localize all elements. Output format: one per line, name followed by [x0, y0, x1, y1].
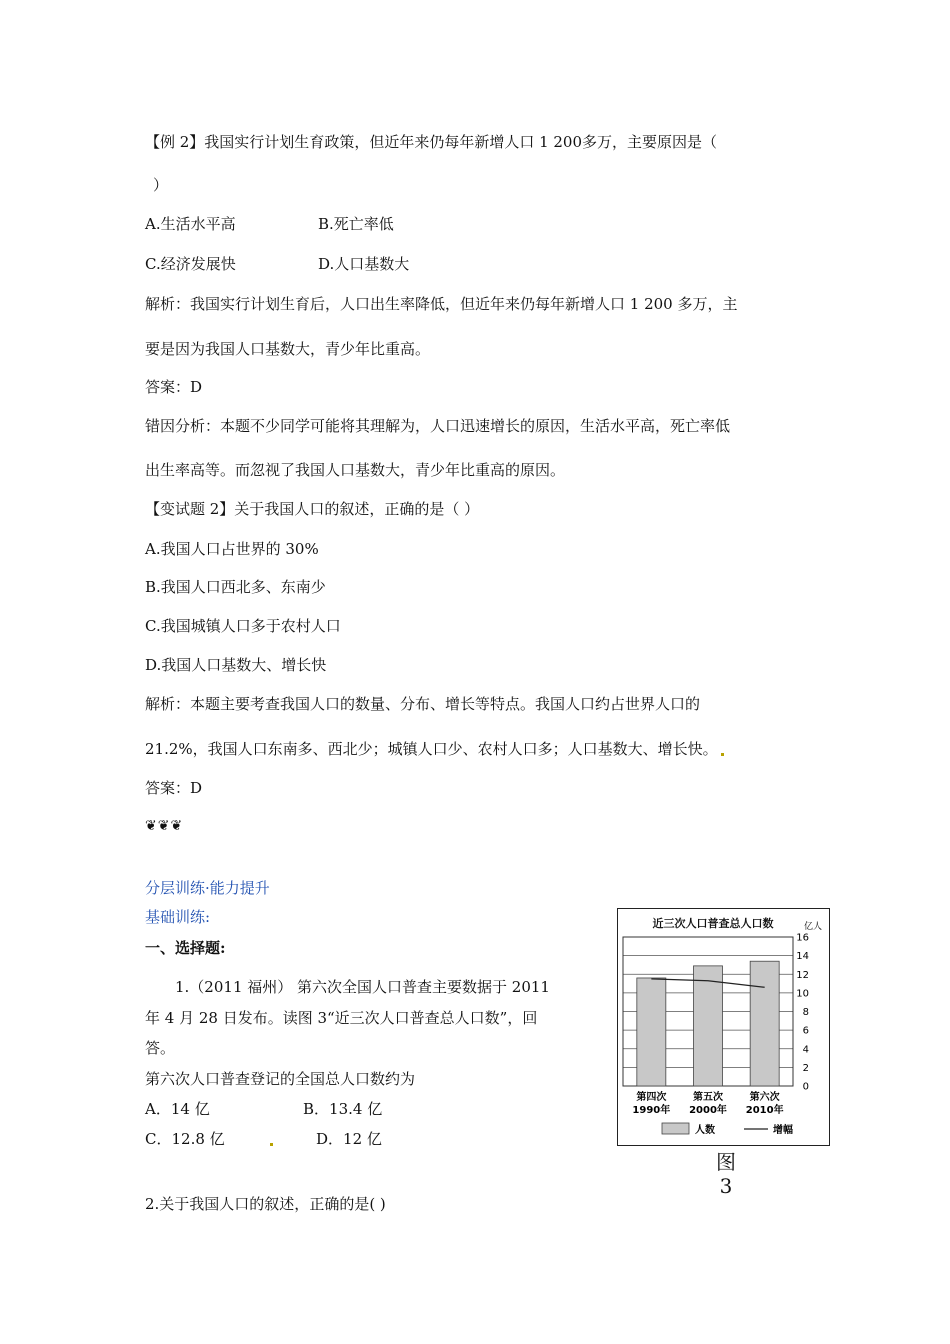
x-category-label: 第四次 — [636, 1092, 667, 1103]
y-tick-label: 4 — [802, 1044, 809, 1056]
example2-option-c: C.经济发展快 — [145, 255, 236, 273]
q1-line2: 年 4 月 28 日发布。读图 3“近三次人口普查总人口数”，回 — [145, 1009, 538, 1027]
x-category-label: 2000年 — [689, 1105, 727, 1116]
example2-error-2: 出生率高等。而忽视了我国人口基数大，青少年比重高的原因。 — [145, 461, 566, 479]
section-heading: 分层训练·能力提升 — [145, 879, 270, 897]
y-tick-label: 10 — [796, 988, 809, 1000]
figure-caption-line2: 3 — [719, 1174, 733, 1198]
y-tick-label: 14 — [796, 951, 809, 963]
y-tick-label: 2 — [802, 1062, 809, 1074]
mark-dot — [270, 1143, 273, 1146]
chart-svg — [618, 909, 829, 1145]
variant2-question: 【变试题 2】关于我国人口的叙述，正确的是（ ） — [145, 500, 480, 518]
figure-caption — [712, 1150, 740, 1198]
x-category-label: 2010年 — [745, 1105, 784, 1116]
legend-bar-swatch — [662, 1123, 689, 1134]
legend-bar-label: 人数 — [695, 1125, 715, 1136]
decoration-ornament: ❦❦❦ — [145, 818, 184, 834]
y-tick-label: 16 — [796, 932, 809, 944]
part1-heading: 一、选择题: — [145, 939, 226, 957]
chart-unit-label: 亿人 — [804, 922, 823, 932]
figure-caption-line1: 图 — [716, 1150, 736, 1174]
variant2-option-c: C.我国城镇人口多于农村人口 — [145, 617, 341, 635]
population-chart — [617, 908, 830, 1146]
chart-title: 近三次人口普查总人口数 — [652, 917, 774, 930]
example2-option-d: D.人口基数大 — [318, 255, 410, 273]
example2-error-1: 错因分析：本题不少同学可能将其理解为，人口迅速增长的原因，生活水平高，死亡率低 — [145, 417, 731, 435]
y-tick-label: 8 — [802, 1007, 809, 1018]
q1-option-d: D．12 亿 — [316, 1130, 382, 1148]
variant2-option-d: D.我国人口基数大、增长快 — [145, 656, 327, 674]
bar-3 — [750, 961, 779, 1086]
y-tick-label: 6 — [802, 1025, 809, 1037]
x-category-label: 第六次 — [749, 1092, 780, 1103]
y-tick-label: 12 — [796, 969, 809, 981]
bar-1 — [637, 978, 666, 1086]
q1-line4: 第六次人口普查登记的全国总人口数约为 — [145, 1070, 416, 1088]
variant2-option-a: A.我国人口占世界的 30% — [145, 540, 319, 558]
example2-analysis-2: 要是因为我国人口基数大，青少年比重高。 — [145, 340, 431, 358]
q1-mark-dot-row — [270, 1129, 274, 1149]
q2-line1: 2.关于我国人口的叙述，正确的是( ) — [145, 1195, 386, 1213]
q1-option-a: A．14 亿 — [145, 1100, 210, 1118]
example2-question: 【例 2】我国实行计划生育政策，但近年来仍每年新增人口 1 200多万，主要原因是（ — [145, 133, 718, 151]
x-category-label: 第五次 — [693, 1092, 723, 1103]
variant2-analysis-1: 解析：本题主要考查我国人口的数量、分布、增长等特点。我国人口约占世界人口的 — [145, 695, 701, 713]
section-subheading: 基础训练: — [145, 908, 211, 926]
q1-line3: 答。 — [145, 1039, 176, 1057]
variant2-option-b: B.我国人口西北多、东南少 — [145, 578, 326, 596]
bar-2 — [694, 966, 723, 1086]
example2-option-b: B.死亡率低 — [318, 215, 394, 233]
q1-option-b: B．13.4 亿 — [303, 1100, 383, 1118]
variant2-analysis-2-row — [145, 739, 724, 759]
x-category-label: 1990年 — [632, 1105, 671, 1116]
q1-line1: 1.（2011 福州） 第六次全国人口普查主要数据于 2011 — [175, 978, 550, 996]
q1-option-c: C．12.8 亿 — [145, 1130, 225, 1148]
example2-analysis-1: 解析：我国实行计划生育后，人口出生率降低，但近年来仍每年新增人口 1 200 多万，主 — [145, 295, 738, 313]
variant2-analysis-2: 21.2%，我国人口东南多、西北少；城镇人口少、农村人口多；人口基数大、增长快。 — [145, 740, 718, 758]
mark-dot — [721, 753, 724, 756]
example2-answer: 答案：D — [145, 378, 203, 396]
variant2-answer: 答案：D — [145, 779, 203, 797]
y-tick-label: 0 — [802, 1081, 809, 1093]
legend-line-label: 增幅 — [773, 1125, 793, 1136]
example2-question-cont: ） — [153, 176, 169, 194]
example2-option-a: A.生活水平高 — [145, 215, 236, 233]
